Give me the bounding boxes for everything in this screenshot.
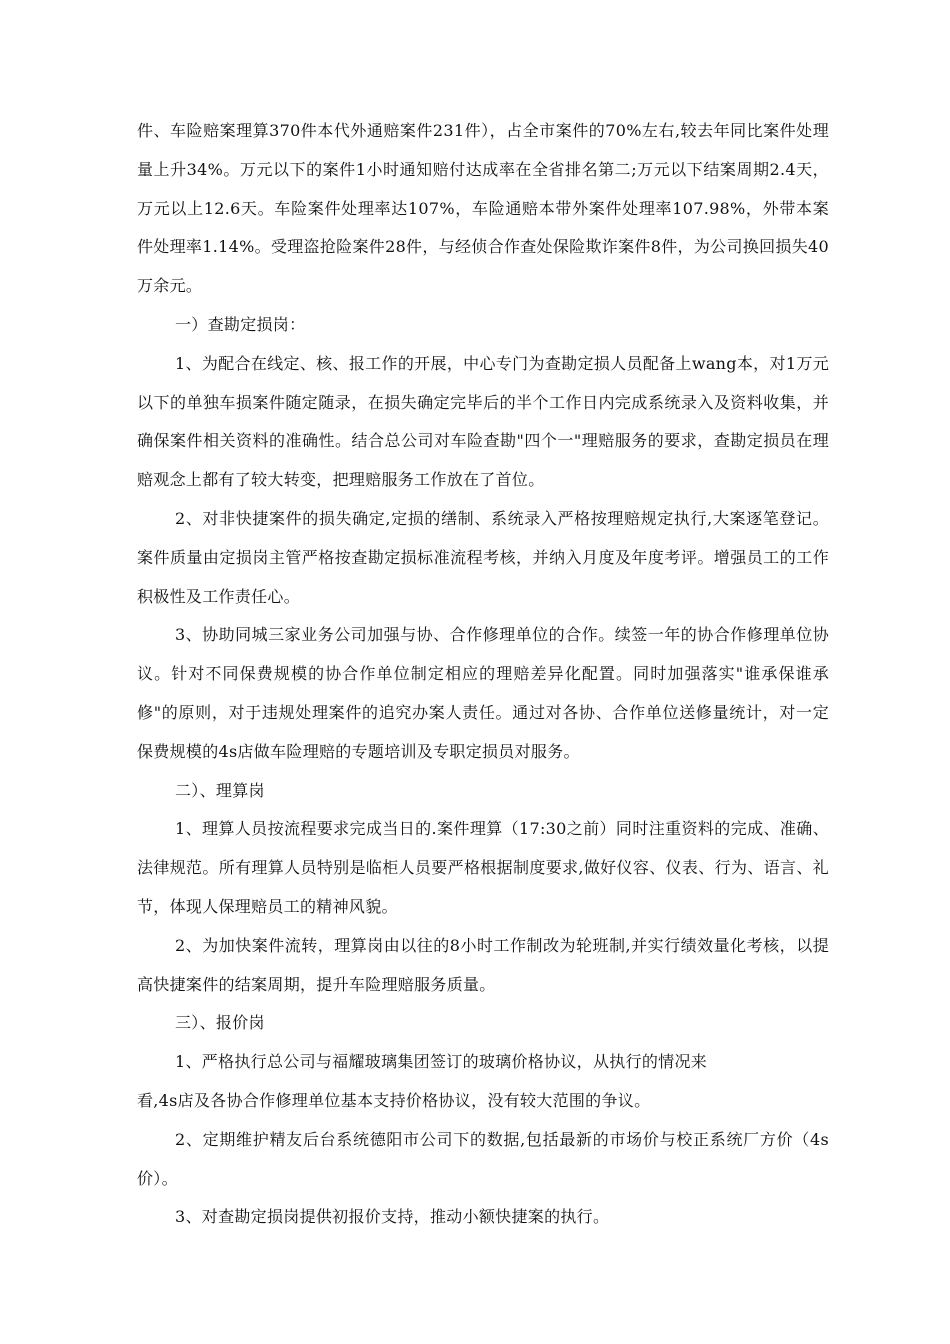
paragraph-line: 1、严格执行总公司与福耀玻璃集团签订的玻璃价格协议，从执行的情况来 — [175, 1052, 708, 1072]
paragraph-claims-statistics: 件、车险赔案理算370件本代外通赔案件231件），占全市案件的70%左右,较去年同比案件处理量上升34%。万元以下的案件1小时通知赔付达成率在全省排名第二;万元以下结案周期2.4天，万元以上12.6天。车险案件处理率达107%，车险通赔本带外案件处理率107.98%，外带本案件处理率1.14%。受理盗抢险案件28件，与经侦合作查处保险欺诈案件8件，为公司换回损失40万余元。 — [137, 121, 829, 296]
paragraph-survey-item-2: 2、对非快捷案件的损失确定,定损的缮制、系统录入严格按理赔规定执行,大案逐笔登记。案件质量由定损岗主管严格按查勘定损标准流程考核，并纳入月度及年度考评。增强员工的工作积极性及工作责任心。 — [137, 508, 829, 606]
section-heading-adjustment: 二）、理算岗 — [175, 780, 265, 800]
paragraph-adjustment-item-2: 2、为加快案件流转，理算岗由以往的8小时工作制改为轮班制,并实行绩效量化考核，以提高快捷案件的结案周期，提升车险理赔服务质量。 — [137, 935, 829, 994]
paragraph-line: 看,4s店及各协合作修理单位基本支持价格协议，没有较大范围的争议。 — [137, 1090, 651, 1110]
section-heading-survey-loss-assessment: 一）查勘定损岗： — [175, 314, 306, 334]
paragraph-quotation-item-2: 2、定期维护精友后台系统德阳市公司下的数据,包括最新的市场价与校正系统厂方价（4s价）。 — [137, 1129, 829, 1188]
paragraph-survey-item-1: 1、为配合在线定、核、报工作的开展，中心专门为查勘定损人员配备上wang本，对1万元以下的单独车损案件随定随录，在损失确定完毕后的半个工作日内完成系统录入及资料收集，并确保案件相关资料的准确性。结合总公司对车险查勘"四个一"理赔服务的要求，查勘定损员在理赔观念上都有了较大转变，把理赔服务工作放在了首位。 — [137, 353, 829, 490]
section-heading-quotation: 三）、报价岗 — [175, 1013, 265, 1033]
paragraph-quotation-item-3: 3、对查勘定损岗提供初报价支持，推动小额快捷案的执行。 — [175, 1207, 610, 1227]
paragraph-survey-item-3: 3、协助同城三家业务公司加强与协、合作修理单位的合作。续签一年的协合作修理单位协议。针对不同保费规模的协合作单位制定相应的理赔差异化配置。同时加强落实"谁承保谁承修"的原则，对于违规处理案件的追究办案人责任。通过对各协、合作单位送修量统计，对一定保费规模的4s店做车险理赔的专题培训及专职定损员对服务。 — [137, 625, 829, 761]
paragraph-adjustment-item-1: 1、理算人员按流程要求完成当日的.案件理算（17:30之前）同时注重资料的完成、准确、法律规范。所有理算人员特别是临柜人员要严格根据制度要求,做好仪容、仪表、行为、语言、礼节，体现人保理赔员工的精神风貌。 — [137, 819, 829, 916]
paragraph-quotation-item-1 — [137, 1043, 829, 1121]
document-body — [137, 112, 829, 1237]
